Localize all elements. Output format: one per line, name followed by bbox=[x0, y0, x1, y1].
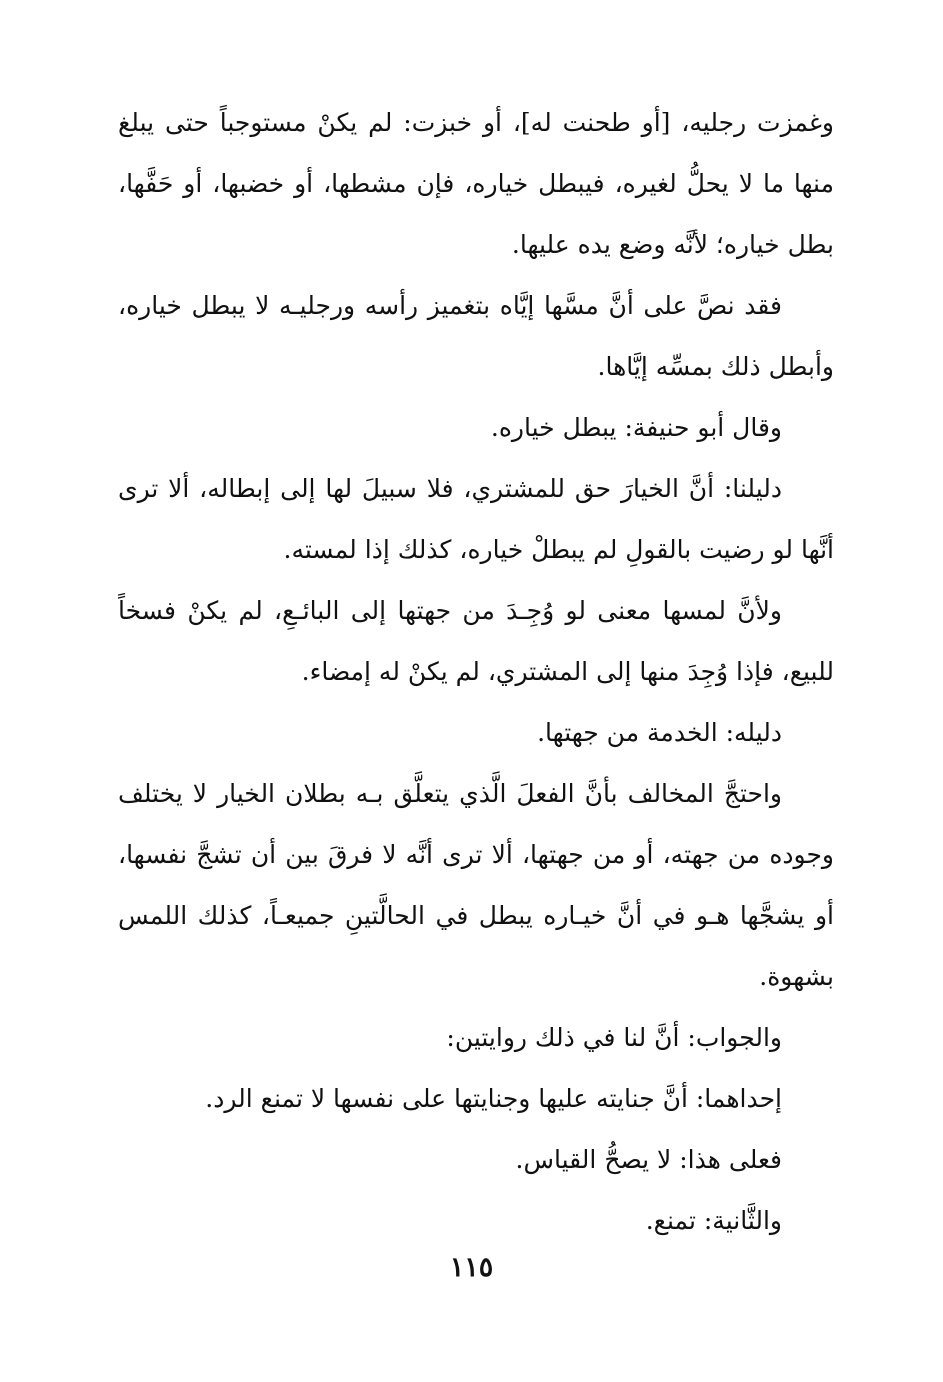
page-number: ١١٥ bbox=[449, 1252, 494, 1283]
paragraph-11: والثَّانية: تمنع. bbox=[645, 1206, 782, 1235]
paragraph-10: فعلى هذا: لا يصحُّ القياس. bbox=[515, 1145, 782, 1174]
paragraph-8: والجواب: أنَّ لنا في ذلك روايتين: bbox=[446, 1023, 782, 1052]
page-body bbox=[118, 92, 834, 1292]
paragraph-6: دليله: الخدمة من جهتها. bbox=[537, 718, 782, 747]
paragraph-9: إحداهما: أنَّ جنايته عليها وجنايتها على نفسها لا تمنع الرد. bbox=[205, 1084, 782, 1113]
paragraph-3: وقال أبو حنيفة: يبطل خياره. bbox=[490, 413, 782, 442]
paragraph-4: دليلنا: أنَّ الخيارَ حق للمشتري، فلا سبيلَ لها إلى إبطاله، ألا ترى أنَّها لو رضيت بالقولِ لم يبطلْ خياره، كذلك إذا لمسته. bbox=[118, 474, 834, 564]
paragraph-5: ولأنَّ لمسها معنى لو وُجِـدَ من جهتها إلى البائـعِ، لم يكنْ فسخاً للبيع، فإذا وُجِدَ منها إلى المشتري، لم يكنْ له إمضاء. bbox=[118, 596, 834, 686]
paragraph-7: واحتجَّ المخالف بأنَّ الفعلَ الَّذي يتعلَّق بـه بطلان الخيار لا يختلف وجوده من جهته، أو من جهتها، ألا ترى أنَّه لا فرقَ بين أن تشجَّ نفسها، أو يشجَّها هـو في أنَّ خيـاره يبطل في الحالَّتينِ جميعـاً، كذلك اللمس بشهوة. bbox=[118, 779, 834, 991]
paragraph-1: وغمزت رجليه، [أو طحنت له]، أو خبزت: لم يكنْ مستوجباً حتى يبلغ منها ما لا يحلُّ لغيره، فيبطل خياره، فإن مشطها، أو خضبها، أو حَفَّها، بطل خياره؛ لأنَّه وضع يده عليها. bbox=[118, 108, 834, 259]
paragraph-2: فقد نصَّ على أنَّ مسَّها إيَّاه بتغميز رأسه ورجليـه لا يبطل خياره، وأبطل ذلك بمسِّه إيَّاها. bbox=[118, 291, 834, 381]
